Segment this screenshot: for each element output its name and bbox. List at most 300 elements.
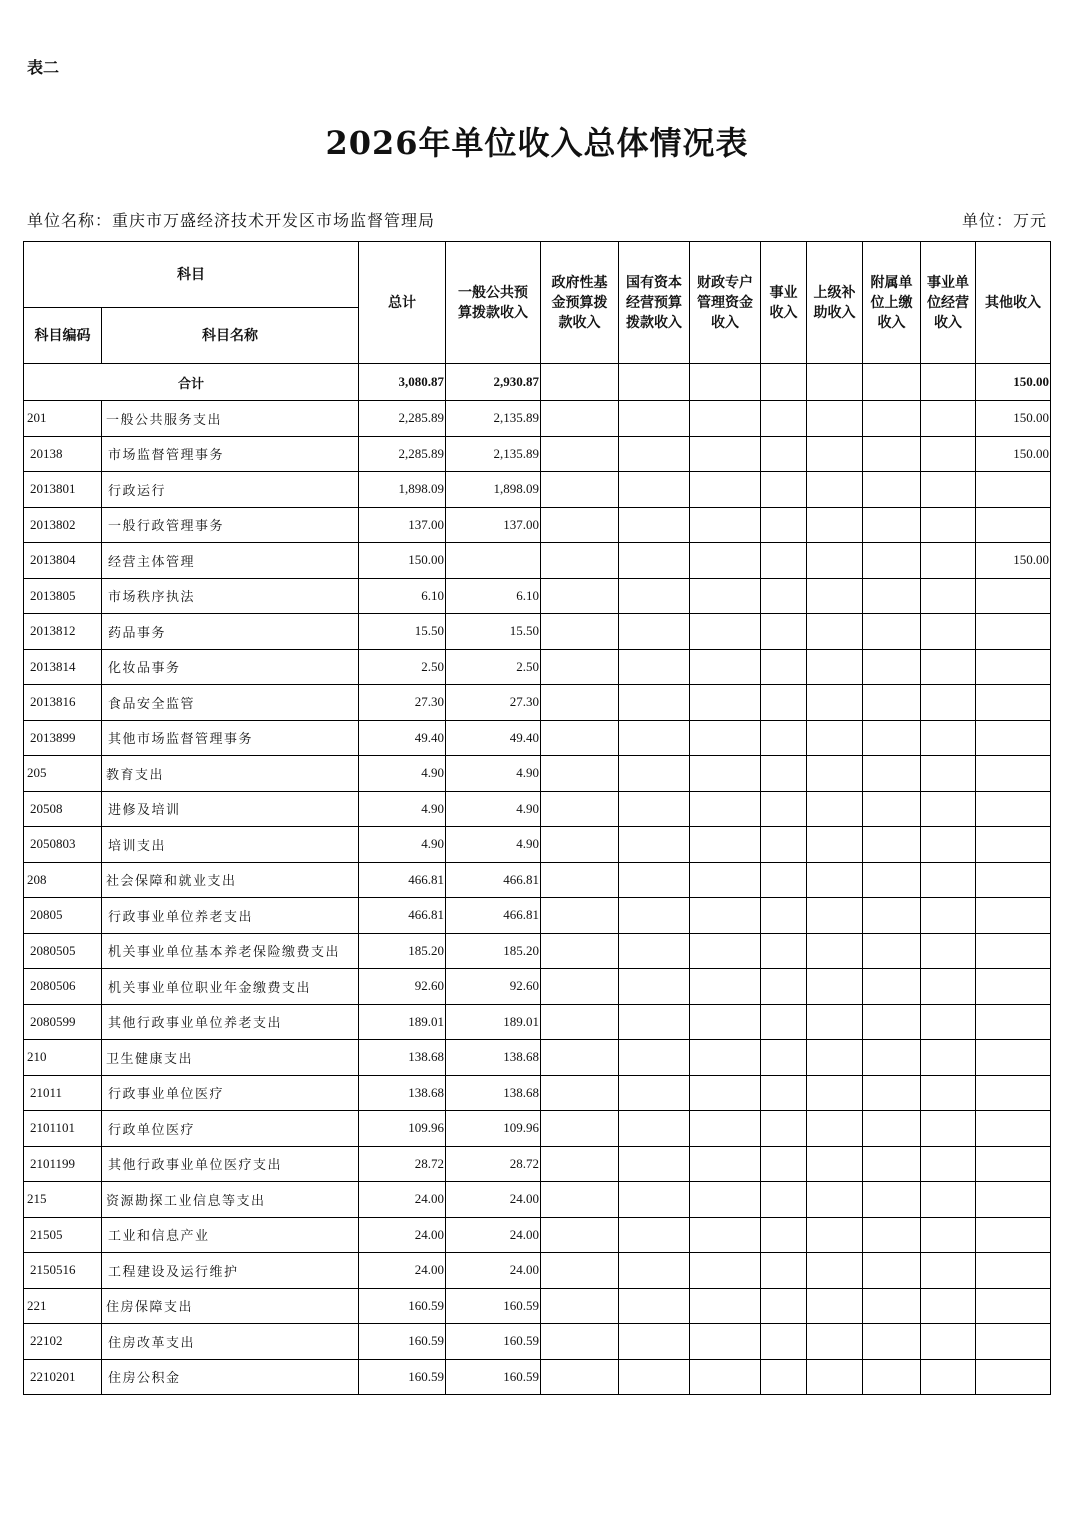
subject-name: 工业和信息产业 <box>102 1217 359 1253</box>
general-budget-cell: 2.50 <box>446 649 541 685</box>
operating-cell <box>921 507 976 543</box>
total-cell: 160.59 <box>359 1324 446 1360</box>
superior-subsidy-cell <box>807 862 863 898</box>
subject-name: 一般行政管理事务 <box>102 507 359 543</box>
subject-name: 培训支出 <box>102 827 359 863</box>
special-fund-cell <box>690 1075 761 1111</box>
table-row <box>24 507 1051 543</box>
subject-code: 2080506 <box>24 969 102 1005</box>
subject-name: 市场监督管理事务 <box>102 436 359 472</box>
state-capital-cell <box>619 1324 690 1360</box>
header-code: 科目编码 <box>24 308 102 364</box>
gov-fund-cell <box>541 1004 619 1040</box>
header-general-budget: 一般公共预算拨款收入 <box>446 242 541 364</box>
special-fund-cell <box>690 1111 761 1147</box>
state-capital-cell <box>619 791 690 827</box>
operating-cell <box>921 1217 976 1253</box>
total-cell: 6.10 <box>359 578 446 614</box>
superior-subsidy-cell <box>807 791 863 827</box>
total-cell: 24.00 <box>359 1253 446 1289</box>
operating-cell <box>921 401 976 437</box>
superior-subsidy-cell <box>807 543 863 579</box>
total-cell: 2,285.89 <box>359 436 446 472</box>
superior-subsidy-cell <box>807 1040 863 1076</box>
other-cell <box>976 862 1051 898</box>
affiliated-cell <box>863 401 921 437</box>
special-fund-cell <box>690 401 761 437</box>
total-cell: 27.30 <box>359 685 446 721</box>
superior-subsidy-cell <box>807 1111 863 1147</box>
gov-fund-cell <box>541 1253 619 1289</box>
superior-subsidy-cell <box>807 756 863 792</box>
subject-name: 化妆品事务 <box>102 649 359 685</box>
business-cell <box>761 1075 807 1111</box>
gov-fund-cell <box>541 685 619 721</box>
gov-fund-cell <box>541 1111 619 1147</box>
superior-subsidy-cell <box>807 1253 863 1289</box>
header-operating: 事业单位经营收入 <box>921 242 976 364</box>
special-fund-cell <box>690 862 761 898</box>
general-budget-cell: 28.72 <box>446 1146 541 1182</box>
subject-name: 工程建设及运行维护 <box>102 1253 359 1289</box>
operating-cell <box>921 1075 976 1111</box>
subject-code: 2013814 <box>24 649 102 685</box>
gov-fund-cell <box>541 614 619 650</box>
total-label: 合计 <box>24 364 359 401</box>
subject-name: 行政运行 <box>102 472 359 508</box>
business-cell <box>761 1004 807 1040</box>
other-cell <box>976 649 1051 685</box>
general-budget-cell: 109.96 <box>446 1111 541 1147</box>
table-row <box>24 933 1051 969</box>
state-capital-cell <box>619 1182 690 1218</box>
special-fund-cell <box>690 472 761 508</box>
subject-code: 20508 <box>24 791 102 827</box>
affiliated-cell <box>863 756 921 792</box>
superior-subsidy-cell <box>807 933 863 969</box>
operating-cell <box>921 1182 976 1218</box>
state-capital-cell <box>619 507 690 543</box>
operating-cell <box>921 1359 976 1395</box>
subject-name: 其他行政事业单位医疗支出 <box>102 1146 359 1182</box>
gov-fund-cell <box>541 401 619 437</box>
subject-code: 2013899 <box>24 720 102 756</box>
other-cell <box>976 685 1051 721</box>
affiliated-cell <box>863 1146 921 1182</box>
operating-cell <box>921 827 976 863</box>
business-cell <box>761 507 807 543</box>
affiliated-cell <box>863 472 921 508</box>
superior-subsidy-cell <box>807 401 863 437</box>
operating-cell <box>921 1253 976 1289</box>
superior-subsidy-cell <box>807 685 863 721</box>
operating-cell <box>921 543 976 579</box>
table-row <box>24 1324 1051 1360</box>
subject-name: 一般公共服务支出 <box>102 401 359 437</box>
operating-cell <box>921 685 976 721</box>
business-cell <box>761 472 807 508</box>
subject-name: 教育支出 <box>102 756 359 792</box>
other-cell <box>976 1182 1051 1218</box>
total-cell: 49.40 <box>359 720 446 756</box>
subject-code: 2101101 <box>24 1111 102 1147</box>
special-fund-cell <box>690 543 761 579</box>
subject-name: 市场秩序执法 <box>102 578 359 614</box>
affiliated-cell <box>863 436 921 472</box>
state-capital-cell <box>619 756 690 792</box>
table-row <box>24 1004 1051 1040</box>
general-budget-cell: 27.30 <box>446 685 541 721</box>
state-capital-cell <box>619 933 690 969</box>
operating-cell <box>921 1288 976 1324</box>
total-cell: 189.01 <box>359 1004 446 1040</box>
special-fund-cell <box>690 578 761 614</box>
special-fund-cell <box>690 1324 761 1360</box>
affiliated-cell <box>863 898 921 934</box>
header-name: 科目名称 <box>102 308 359 364</box>
state-capital-cell <box>619 898 690 934</box>
state-capital-cell <box>619 1146 690 1182</box>
special-fund-cell <box>690 1182 761 1218</box>
subject-name: 经营主体管理 <box>102 543 359 579</box>
other-cell <box>976 720 1051 756</box>
business-cell <box>761 1182 807 1218</box>
header-gov-fund: 政府性基金预算拨款收入 <box>541 242 619 364</box>
subject-code: 2150516 <box>24 1253 102 1289</box>
other-cell <box>976 614 1051 650</box>
subject-code: 2013801 <box>24 472 102 508</box>
table-tag: 表二 <box>27 58 60 77</box>
superior-subsidy-cell <box>807 1146 863 1182</box>
subject-code: 221 <box>24 1288 102 1324</box>
gov-fund-cell <box>541 1217 619 1253</box>
business-cell <box>761 720 807 756</box>
total-cell: 137.00 <box>359 507 446 543</box>
affiliated-cell <box>863 1288 921 1324</box>
business-cell <box>761 436 807 472</box>
gov-fund-cell <box>541 472 619 508</box>
gov-fund-cell <box>541 791 619 827</box>
superior-subsidy-cell <box>807 578 863 614</box>
page-title: 2026年单位收入总体情况表 <box>325 124 749 162</box>
special-fund-cell <box>690 720 761 756</box>
table-row <box>24 827 1051 863</box>
special-fund-cell <box>690 791 761 827</box>
affiliated-cell <box>863 969 921 1005</box>
special-fund-cell <box>690 1217 761 1253</box>
subject-code: 22102 <box>24 1324 102 1360</box>
operating-cell <box>921 720 976 756</box>
subject-code: 205 <box>24 756 102 792</box>
superior-subsidy-cell <box>807 1359 863 1395</box>
gov-fund-cell <box>541 827 619 863</box>
superior-subsidy-cell <box>807 969 863 1005</box>
subject-code: 215 <box>24 1182 102 1218</box>
affiliated-cell <box>863 1111 921 1147</box>
business-cell <box>761 649 807 685</box>
subject-name: 其他行政事业单位养老支出 <box>102 1004 359 1040</box>
business-cell <box>761 1288 807 1324</box>
state-capital-cell <box>619 685 690 721</box>
gov-fund-cell <box>541 543 619 579</box>
business-cell <box>761 1111 807 1147</box>
business-cell <box>761 543 807 579</box>
subject-code: 2080599 <box>24 1004 102 1040</box>
other-cell <box>976 933 1051 969</box>
other-cell <box>976 1040 1051 1076</box>
special-fund-cell <box>690 1359 761 1395</box>
header-business: 事业收入 <box>761 242 807 364</box>
total-other: 150.00 <box>976 364 1051 401</box>
total-cell: 24.00 <box>359 1217 446 1253</box>
general-budget-cell: 24.00 <box>446 1182 541 1218</box>
total-cell: 24.00 <box>359 1182 446 1218</box>
other-cell <box>976 1217 1051 1253</box>
total-cell: 28.72 <box>359 1146 446 1182</box>
state-capital-cell <box>619 1253 690 1289</box>
operating-cell <box>921 436 976 472</box>
affiliated-cell <box>863 720 921 756</box>
operating-cell <box>921 1004 976 1040</box>
gov-fund-cell <box>541 649 619 685</box>
business-cell <box>761 614 807 650</box>
table-row <box>24 862 1051 898</box>
superior-subsidy-cell <box>807 1288 863 1324</box>
state-capital-cell <box>619 827 690 863</box>
affiliated-cell <box>863 649 921 685</box>
total-cell: 185.20 <box>359 933 446 969</box>
business-cell <box>761 756 807 792</box>
subject-name: 行政单位医疗 <box>102 1111 359 1147</box>
header-subject: 科目 <box>24 242 359 308</box>
subject-name: 住房改革支出 <box>102 1324 359 1360</box>
business-cell <box>761 1217 807 1253</box>
table-row <box>24 614 1051 650</box>
unit-name: 单位名称：重庆市万盛经济技术开发区市场监督管理局 <box>27 211 436 230</box>
other-cell <box>976 827 1051 863</box>
total-cell: 4.90 <box>359 756 446 792</box>
state-capital-cell <box>619 1111 690 1147</box>
gov-fund-cell <box>541 436 619 472</box>
special-fund-cell <box>690 827 761 863</box>
other-cell <box>976 1288 1051 1324</box>
affiliated-cell <box>863 1324 921 1360</box>
table-row <box>24 1040 1051 1076</box>
header-state-capital: 国有资本经营预算拨款收入 <box>619 242 690 364</box>
state-capital-cell <box>619 720 690 756</box>
gov-fund-cell <box>541 862 619 898</box>
state-capital-cell <box>619 1004 690 1040</box>
gov-fund-cell <box>541 1040 619 1076</box>
superior-subsidy-cell <box>807 436 863 472</box>
general-budget-cell: 185.20 <box>446 933 541 969</box>
other-cell <box>976 1075 1051 1111</box>
operating-cell <box>921 933 976 969</box>
affiliated-cell <box>863 1253 921 1289</box>
operating-cell <box>921 756 976 792</box>
general-budget-cell: 15.50 <box>446 614 541 650</box>
total-cell: 160.59 <box>359 1359 446 1395</box>
total-cell: 150.00 <box>359 543 446 579</box>
special-fund-cell <box>690 933 761 969</box>
special-fund-cell <box>690 1040 761 1076</box>
special-fund-cell <box>690 1253 761 1289</box>
affiliated-cell <box>863 507 921 543</box>
operating-cell <box>921 791 976 827</box>
table-row <box>24 1253 1051 1289</box>
general-budget-cell: 2,135.89 <box>446 401 541 437</box>
subject-code: 2210201 <box>24 1359 102 1395</box>
subject-code: 21011 <box>24 1075 102 1111</box>
subject-code: 201 <box>24 401 102 437</box>
table-row <box>24 1182 1051 1218</box>
subject-code: 21505 <box>24 1217 102 1253</box>
operating-cell <box>921 1146 976 1182</box>
other-cell <box>976 1253 1051 1289</box>
subject-name: 机关事业单位职业年金缴费支出 <box>102 969 359 1005</box>
subject-code: 210 <box>24 1040 102 1076</box>
table-row <box>24 1075 1051 1111</box>
total-cell: 466.81 <box>359 862 446 898</box>
table-row <box>24 578 1051 614</box>
affiliated-cell <box>863 827 921 863</box>
superior-subsidy-cell <box>807 1324 863 1360</box>
operating-cell <box>921 1324 976 1360</box>
general-budget-cell: 137.00 <box>446 507 541 543</box>
header-special-fund: 财政专户管理资金收入 <box>690 242 761 364</box>
table-row <box>24 756 1051 792</box>
subject-name: 住房公积金 <box>102 1359 359 1395</box>
subject-code: 208 <box>24 862 102 898</box>
total-total: 3,080.87 <box>359 364 446 401</box>
state-capital-cell <box>619 1075 690 1111</box>
income-table <box>23 241 1051 1395</box>
gov-fund-cell <box>541 1182 619 1218</box>
table-row <box>24 720 1051 756</box>
subject-name: 卫生健康支出 <box>102 1040 359 1076</box>
subject-name: 其他市场监督管理事务 <box>102 720 359 756</box>
other-cell <box>976 507 1051 543</box>
operating-cell <box>921 649 976 685</box>
subject-name: 行政事业单位医疗 <box>102 1075 359 1111</box>
other-cell: 150.00 <box>976 543 1051 579</box>
superior-subsidy-cell <box>807 614 863 650</box>
business-cell <box>761 969 807 1005</box>
table-row <box>24 898 1051 934</box>
general-budget-cell: 1,898.09 <box>446 472 541 508</box>
special-fund-cell <box>690 1146 761 1182</box>
total-cell: 4.90 <box>359 791 446 827</box>
business-cell <box>761 898 807 934</box>
other-cell <box>976 472 1051 508</box>
general-budget-cell: 466.81 <box>446 898 541 934</box>
subject-code: 2013816 <box>24 685 102 721</box>
total-cell: 138.68 <box>359 1075 446 1111</box>
subject-name: 食品安全监管 <box>102 685 359 721</box>
superior-subsidy-cell <box>807 1217 863 1253</box>
total-cell: 466.81 <box>359 898 446 934</box>
superior-subsidy-cell <box>807 1004 863 1040</box>
special-fund-cell <box>690 898 761 934</box>
business-cell <box>761 933 807 969</box>
table-row <box>24 472 1051 508</box>
operating-cell <box>921 969 976 1005</box>
general-budget-cell: 138.68 <box>446 1075 541 1111</box>
superior-subsidy-cell <box>807 1182 863 1218</box>
business-cell <box>761 578 807 614</box>
affiliated-cell <box>863 578 921 614</box>
general-budget-cell: 24.00 <box>446 1217 541 1253</box>
total-cell: 2.50 <box>359 649 446 685</box>
state-capital-cell <box>619 649 690 685</box>
general-budget-cell: 92.60 <box>446 969 541 1005</box>
operating-cell <box>921 472 976 508</box>
superior-subsidy-cell <box>807 1075 863 1111</box>
business-cell <box>761 401 807 437</box>
state-capital-cell <box>619 401 690 437</box>
special-fund-cell <box>690 614 761 650</box>
business-cell <box>761 1324 807 1360</box>
subject-code: 2080505 <box>24 933 102 969</box>
general-budget-cell: 2,135.89 <box>446 436 541 472</box>
total-cell: 1,898.09 <box>359 472 446 508</box>
subject-name: 社会保障和就业支出 <box>102 862 359 898</box>
subject-name: 行政事业单位养老支出 <box>102 898 359 934</box>
total-cell: 92.60 <box>359 969 446 1005</box>
total-cell: 109.96 <box>359 1111 446 1147</box>
table-row <box>24 436 1051 472</box>
affiliated-cell <box>863 1182 921 1218</box>
subject-code: 20138 <box>24 436 102 472</box>
total-row <box>24 364 1051 401</box>
other-cell: 150.00 <box>976 436 1051 472</box>
subject-name: 药品事务 <box>102 614 359 650</box>
gov-fund-cell <box>541 1324 619 1360</box>
state-capital-cell <box>619 436 690 472</box>
superior-subsidy-cell <box>807 472 863 508</box>
state-capital-cell <box>619 1217 690 1253</box>
operating-cell <box>921 1111 976 1147</box>
gov-fund-cell <box>541 1146 619 1182</box>
affiliated-cell <box>863 543 921 579</box>
other-cell <box>976 578 1051 614</box>
business-cell <box>761 827 807 863</box>
header-total: 总计 <box>359 242 446 364</box>
subject-code: 2013805 <box>24 578 102 614</box>
subject-code: 2101199 <box>24 1146 102 1182</box>
subject-code: 20805 <box>24 898 102 934</box>
subject-name: 机关事业单位基本养老保险缴费支出 <box>102 933 359 969</box>
total-general-budget: 2,930.87 <box>446 364 541 401</box>
state-capital-cell <box>619 969 690 1005</box>
business-cell <box>761 1253 807 1289</box>
header-affiliated: 附属单位上缴收入 <box>863 242 921 364</box>
other-cell <box>976 969 1051 1005</box>
affiliated-cell <box>863 1004 921 1040</box>
general-budget-cell: 160.59 <box>446 1359 541 1395</box>
general-budget-cell: 24.00 <box>446 1253 541 1289</box>
header-superior-subsidy: 上级补助收入 <box>807 242 863 364</box>
state-capital-cell <box>619 543 690 579</box>
special-fund-cell <box>690 685 761 721</box>
subject-code: 2013802 <box>24 507 102 543</box>
total-cell: 15.50 <box>359 614 446 650</box>
general-budget-cell: 4.90 <box>446 827 541 863</box>
general-budget-cell: 49.40 <box>446 720 541 756</box>
other-cell <box>976 1324 1051 1360</box>
operating-cell <box>921 578 976 614</box>
affiliated-cell <box>863 614 921 650</box>
